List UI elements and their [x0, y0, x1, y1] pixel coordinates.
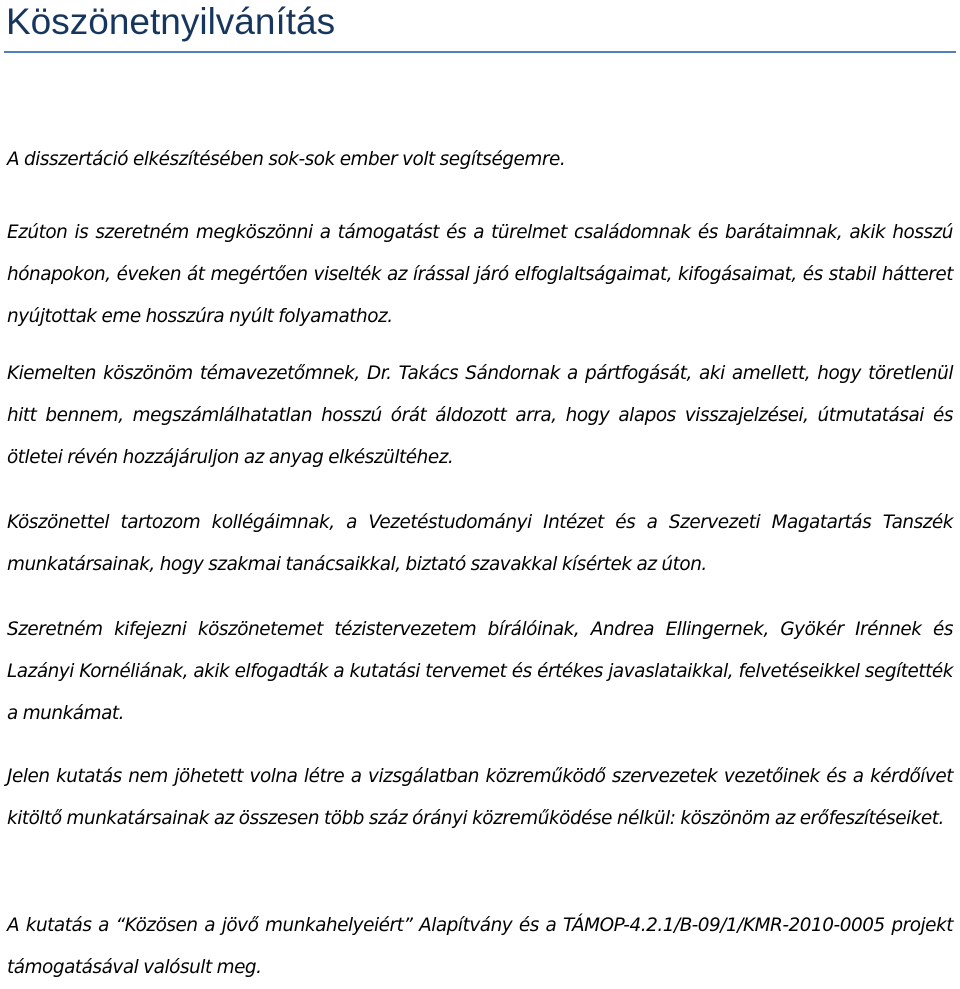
- title-underline: [4, 51, 956, 53]
- paragraph-participants-thanks: Jelen kutatás nem jöhetett volna létre a vizsgálatban közreműködő szervezetek vezetőinek és a kérdőívet kitöltő munkatársainak az összesen több száz órányi közreműködése nélkül: köszönöm az erőfeszítéseiket.: [7, 766, 953, 829]
- paragraph-intro: A disszertáció elkészítésében sok-sok ember volt segítségemre.: [7, 149, 566, 170]
- page-title: Köszönetnyilvánítás: [6, 1, 336, 42]
- paragraph-family-thanks: Ezúton is szeretném megköszönni a támogatást és a türelmet családomnak és barátaimnak, akik hosszú hónapokon, éveken át megértően viselték az írással járó elfoglaltságaimat, kifogásaimat, és stabil hátteret nyújtottak eme hosszúra nyúlt folyamathoz.: [7, 222, 953, 327]
- paragraph-reviewers-thanks: Szeretném kifejezni köszönetemet tézistervezetem bírálóinak, Andrea Ellingernek, Gyökér Irénnek és Lazányi Kornéliának, akik elfogadták a kutatási tervemet és értékes javaslataikkal, felvetéseikkel segítették a munkámat.: [7, 619, 953, 724]
- paragraph-funding: A kutatás a “Közösen a jövő munkahelyeiért” Alapítvány és a TÁMOP-4.2.1/B-09/1/KMR-2010-0005 projekt támogatásával valósult meg.: [7, 915, 953, 978]
- paragraph-supervisor-thanks: Kiemelten köszönöm témavezetőmnek, Dr. Takács Sándornak a pártfogását, aki amellett, hogy töretlenül hitt bennem, megszámlálhatatlan hosszú órát áldozott arra, hogy alapos visszajelzései, útmutatásai és ötletei révén hozzájáruljon az anyag elkészültéhez.: [7, 363, 953, 468]
- paragraph-colleagues-thanks: Köszönettel tartozom kollégáimnak, a Vezetéstudományi Intézet és a Szervezeti Magatartás Tanszék munkatársainak, hogy szakmai tanácsaikkal, biztató szavakkal kísértek az úton.: [7, 512, 953, 575]
